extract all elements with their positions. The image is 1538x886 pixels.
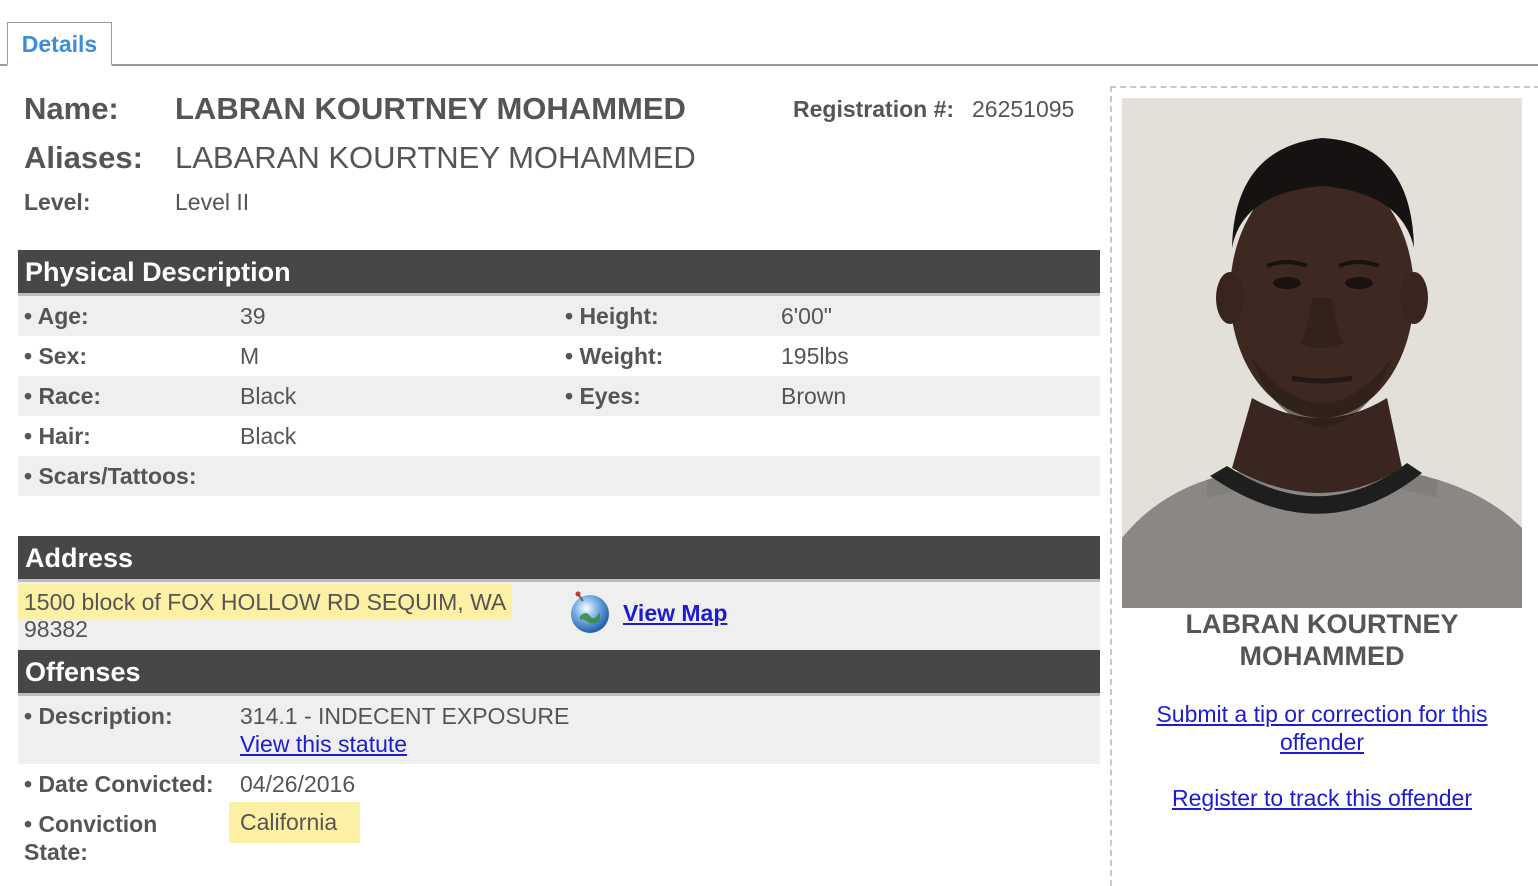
table-row	[18, 336, 1100, 376]
registration-number: 26251095	[972, 96, 1075, 122]
hair-label: • Hair:	[24, 423, 91, 449]
registration-label: Registration #:	[793, 96, 955, 122]
age-label: • Age:	[24, 303, 89, 329]
submit-tip-link[interactable]: Submit a tip or correction for this	[1156, 701, 1488, 727]
name-label: Name:	[24, 91, 119, 126]
scars-label: • Scars/Tattoos:	[24, 463, 197, 489]
section-physical-description: Physical Description	[18, 250, 1100, 296]
description-value: 314.1 - INDECENT EXPOSURE	[240, 703, 570, 729]
view-map-link[interactable]: View Map	[623, 600, 728, 626]
address-line1: 1500 block of FOX HOLLOW RD SEQUIM, WA	[18, 584, 512, 620]
sex-value: M	[240, 343, 260, 369]
height-label: • Height:	[565, 303, 659, 329]
aliases-label: Aliases:	[24, 140, 143, 175]
globe-icon[interactable]	[568, 590, 612, 642]
date-convicted-label: • Date Convicted:	[24, 771, 214, 797]
level-label: Level:	[24, 189, 91, 215]
view-statute-link[interactable]: View this statute	[240, 731, 408, 757]
age-value: 39	[240, 303, 266, 329]
offense-description-row	[18, 696, 1100, 764]
aliases-value: LABARAN KOURTNEY MOHAMMED	[175, 140, 696, 175]
table-row	[18, 296, 1100, 336]
description-label: • Description:	[24, 703, 173, 729]
height-value: 6'00"	[781, 303, 832, 329]
weight-value: 195lbs	[781, 343, 849, 369]
conviction-state-value: California	[229, 802, 360, 843]
section-offenses: Offenses	[18, 650, 1100, 696]
tab-details[interactable]: Details	[7, 22, 112, 66]
address-line2: 98382	[24, 616, 88, 642]
offender-name: LABRAN KOURTNEY MOHAMMED	[175, 91, 686, 126]
table-row	[18, 416, 1100, 456]
level-value: Level II	[175, 189, 250, 215]
race-label: • Race:	[24, 383, 102, 409]
table-row	[18, 456, 1100, 496]
sex-label: • Sex:	[24, 343, 88, 369]
conviction-state-row	[18, 804, 1100, 870]
register-track-link[interactable]: Register to track this offender	[1172, 785, 1472, 811]
sidebar-name-line1: LABRAN KOURTNEY	[1185, 609, 1459, 639]
date-convicted-value: 04/26/2016	[240, 771, 356, 797]
eyes-label: • Eyes:	[565, 383, 641, 409]
submit-tip-link-line2[interactable]: offender	[1280, 729, 1364, 755]
table-row	[18, 376, 1100, 416]
conviction-state-label: • Conviction	[24, 811, 158, 837]
tab-bar	[0, 0, 1538, 66]
section-address: Address	[18, 536, 1100, 582]
eyes-value: Brown	[781, 383, 847, 409]
weight-label: • Weight:	[565, 343, 664, 369]
sidebar-name-line2: MOHAMMED	[1239, 641, 1405, 671]
conviction-state-label-2: State:	[24, 839, 88, 865]
hair-value: Black	[240, 423, 297, 449]
offender-photo	[1122, 98, 1522, 608]
date-convicted-row	[18, 764, 1100, 804]
address-row	[18, 582, 1100, 650]
race-value: Black	[240, 383, 297, 409]
